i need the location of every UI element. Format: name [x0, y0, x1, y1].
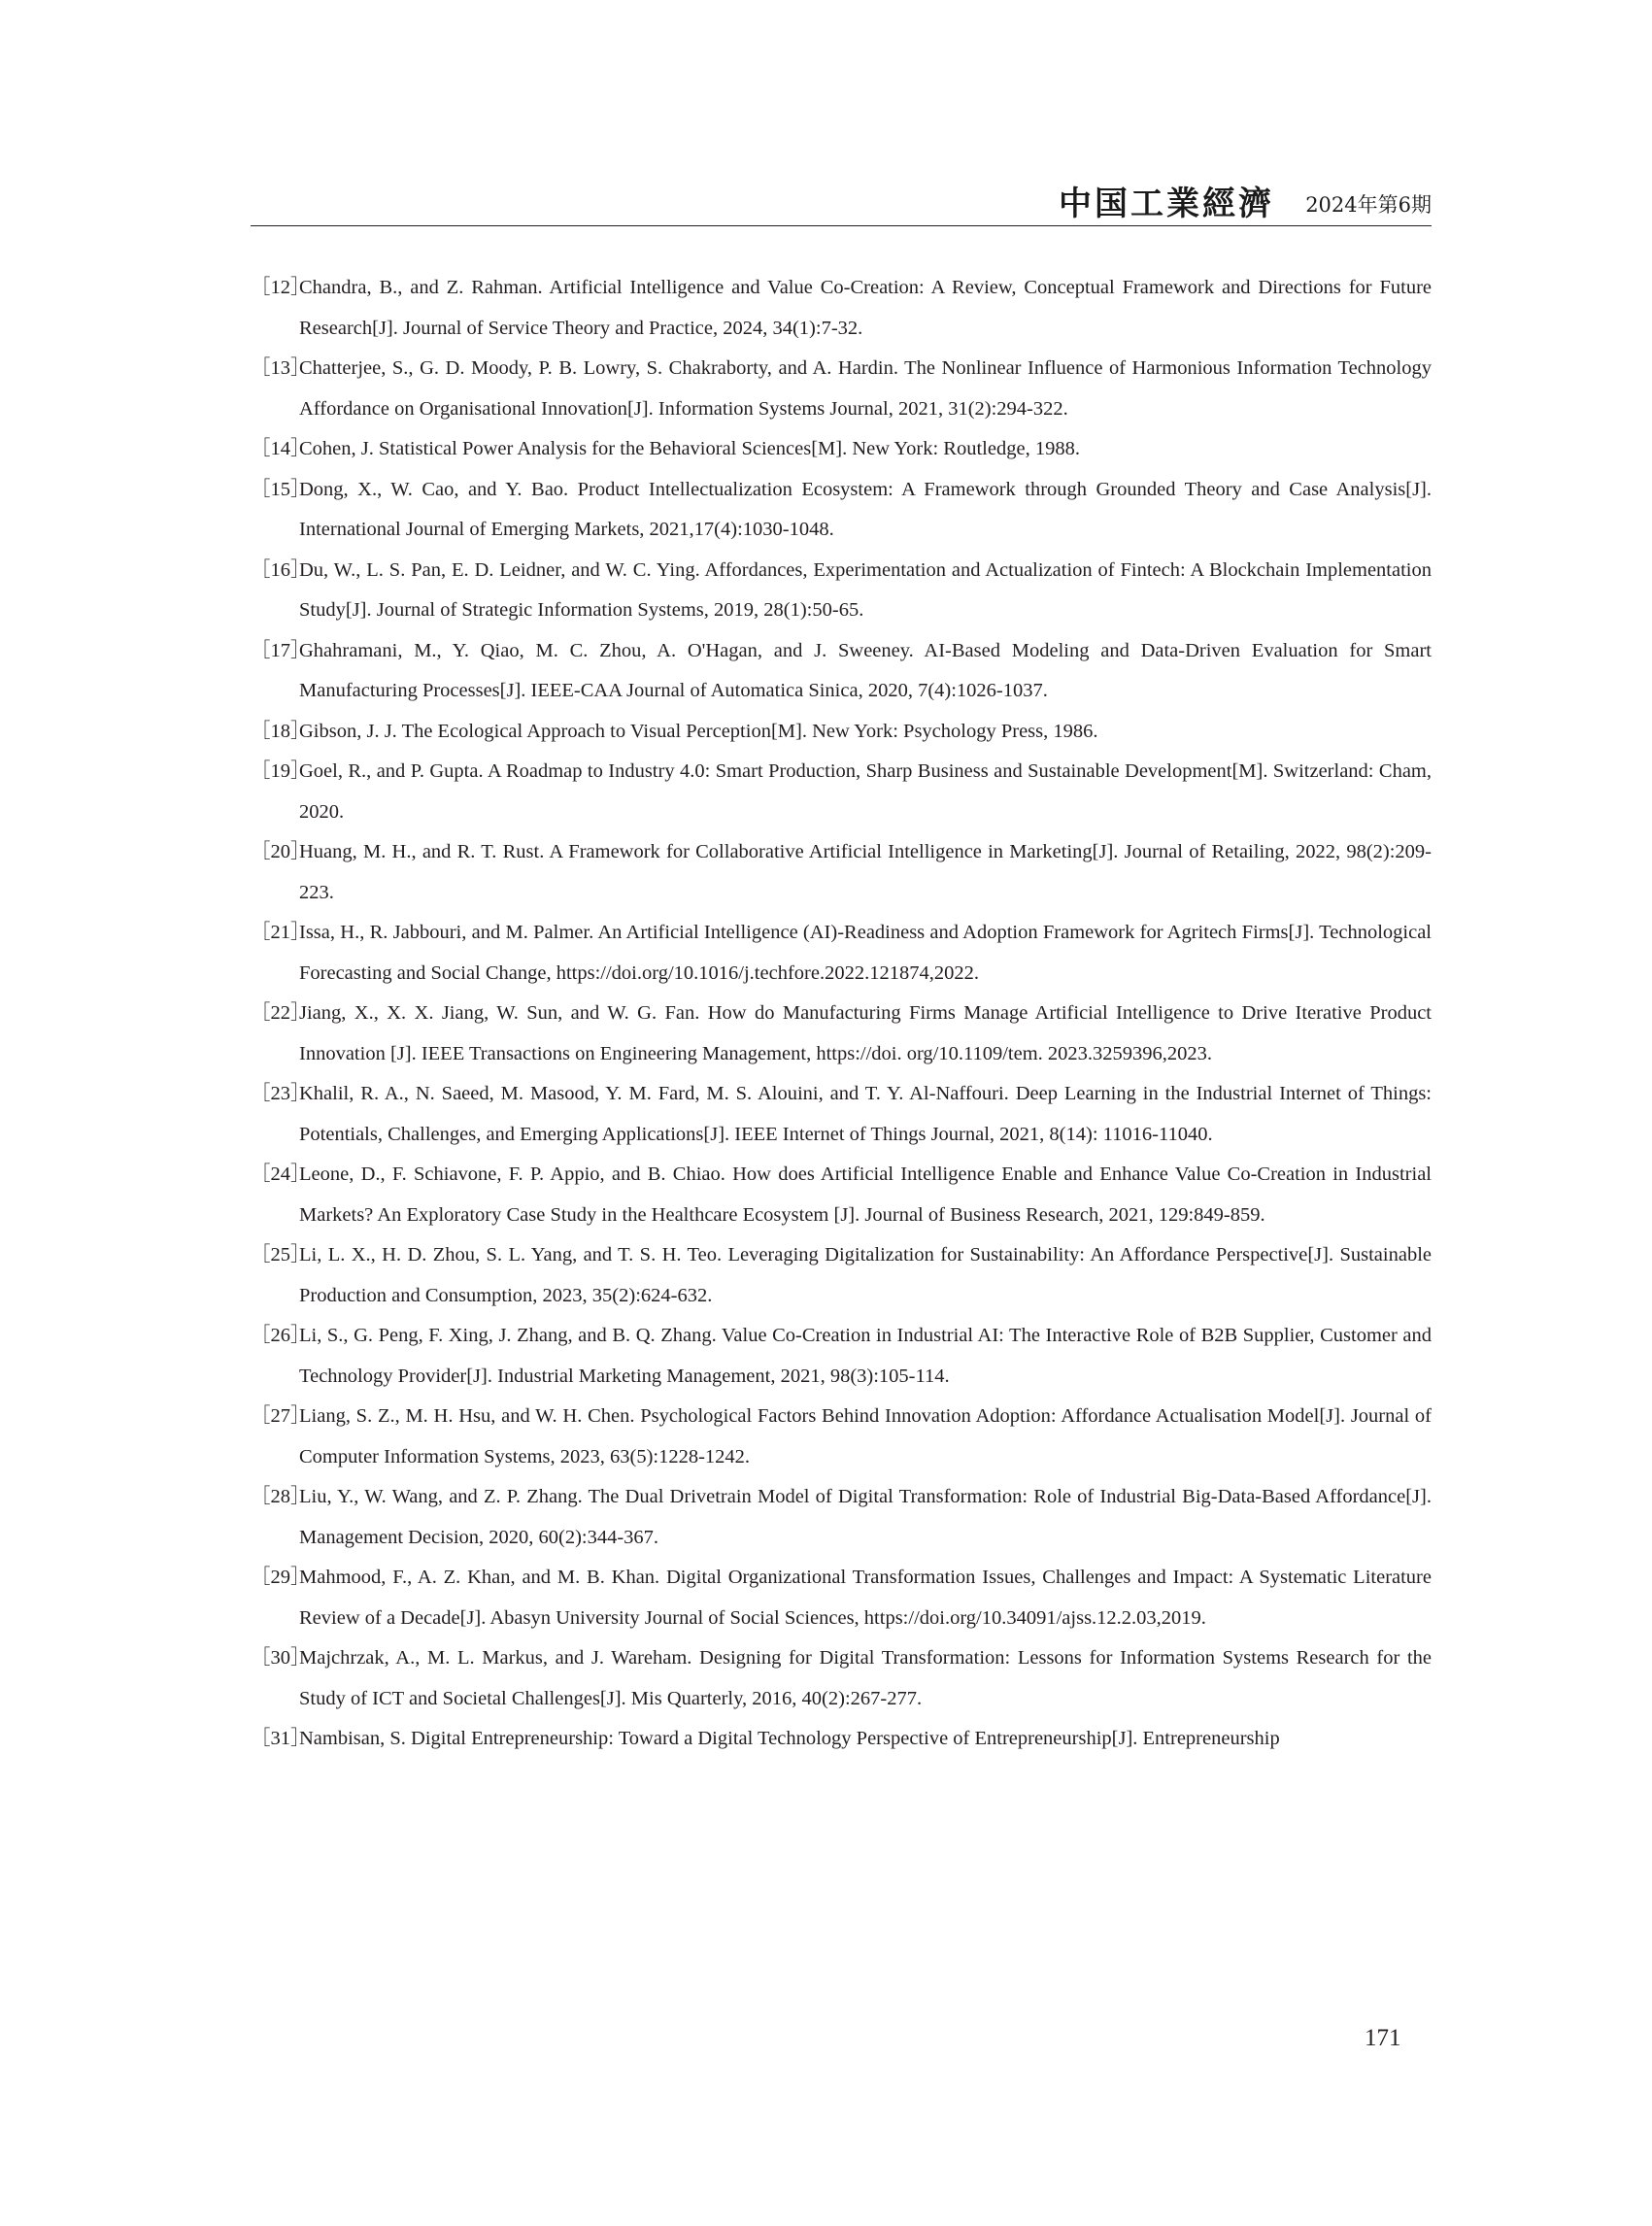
reference-number: ［12］: [251, 277, 311, 298]
reference-item: [251, 832, 1432, 913]
reference-item: [251, 1719, 1432, 1760]
reference-item: [251, 1558, 1432, 1638]
reference-item: [251, 1235, 1432, 1316]
reference-text: Liu, Y., W. Wang, and Z. P. Zhang. The Dual Drivetrain Model of Digital Transformation: Role of Industrial Big-Data-Based Affordance[J]. Management Decision, 2020, 60(2):344-367.: [299, 1486, 1432, 1548]
reference-text: Issa, H., R. Jabbouri, and M. Palmer. An Artificial Intelligence (AI)-Readiness and Adoption Framework for Agritech Firms[J]. Technological Forecasting and Social Change, https://doi.org/10.1016/j.techfore.2022.121874,2022.: [299, 922, 1432, 984]
reference-number: ［26］: [251, 1325, 311, 1346]
reference-number: ［15］: [251, 478, 311, 500]
reference-item: [251, 1074, 1432, 1155]
reference-number: ［22］: [251, 1002, 311, 1024]
reference-item: [251, 470, 1432, 551]
page-header: [251, 183, 1432, 225]
journal-title: 中国工業經濟: [1059, 185, 1274, 223]
reference-text: Cohen, J. Statistical Power Analysis for the Behavioral Sciences[M]. New York: Routledge, 1988.: [299, 438, 1080, 459]
reference-number: ［29］: [251, 1567, 311, 1588]
reference-item: [251, 1638, 1432, 1719]
reference-number: ［18］: [251, 720, 311, 742]
reference-number: ［30］: [251, 1647, 311, 1669]
reference-number: ［16］: [251, 558, 311, 581]
header-divider: [251, 225, 1432, 226]
reference-item: [251, 631, 1432, 712]
reference-number: ［24］: [251, 1164, 311, 1185]
reference-text: Ghahramani, M., Y. Qiao, M. C. Zhou, A. O'Hagan, and J. Sweeney. AI-Based Modeling and Data-Driven Evaluation for Smart Manufacturing Processes[J]. IEEE-CAA Journal of Automatica Sinica, 2020, 7(4):1026-1037.: [299, 639, 1432, 701]
reference-item: [251, 429, 1432, 470]
reference-item: [251, 1477, 1432, 1558]
page-number: 171: [1365, 2025, 1401, 2051]
reference-number: ［28］: [251, 1486, 311, 1507]
reference-text: Liang, S. Z., M. H. Hsu, and W. H. Chen. Psychological Factors Behind Innovation Adoption: Affordance Actualisation Model[J]. Journal of Computer Information Systems, 2023, 63(5):1228-1242.: [299, 1405, 1432, 1467]
reference-text: Chandra, B., and Z. Rahman. Artificial Intelligence and Value Co-Creation: A Review, Conceptual Framework and Directions for Future Research[J]. Journal of Service Theory and Practice, 2024, 34(1):7-32.: [299, 277, 1432, 339]
reference-text: Li, S., G. Peng, F. Xing, J. Zhang, and B. Q. Zhang. Value Co-Creation in Industrial AI: The Interactive Role of B2B Supplier, Customer and Technology Provider[J]. Industrial Marketing Management, 2021, 98(3):105-114.: [299, 1325, 1432, 1387]
reference-text: Chatterjee, S., G. D. Moody, P. B. Lowry, S. Chakraborty, and A. Hardin. The Nonlinear Influence of Harmonious Information Technology Affordance on Organisational Innovation[J]. Information Systems Journal, 2021, 31(2):294-322.: [299, 357, 1432, 420]
reference-item: [251, 913, 1432, 994]
reference-text: Du, W., L. S. Pan, E. D. Leidner, and W. C. Ying. Affordances, Experimentation and Actualization of Fintech: A Blockchain Implementation Study[J]. Journal of Strategic Information Systems, 2019, 28(1):50-65.: [299, 558, 1432, 621]
reference-number: ［14］: [251, 438, 311, 459]
reference-number: ［27］: [251, 1405, 311, 1427]
reference-item: [251, 349, 1432, 429]
reference-item: [251, 1397, 1432, 1477]
reference-text: Goel, R., and P. Gupta. A Roadmap to Industry 4.0: Smart Production, Sharp Business and Sustainable Development[M]. Switzerland: Cham, 2020.: [299, 760, 1432, 823]
reference-text: Jiang, X., X. X. Jiang, W. Sun, and W. G. Fan. How do Manufacturing Firms Manage Artificial Intelligence to Drive Iterative Product Innovation [J]. IEEE Transactions on Engineering Management, https://doi. org/10.1109/tem. 2023.3259396,2023.: [299, 1002, 1432, 1064]
reference-number: ［31］: [251, 1728, 311, 1749]
reference-item: [251, 1155, 1432, 1235]
reference-number: ［13］: [251, 357, 311, 379]
reference-number: ［21］: [251, 922, 311, 943]
reference-item: [251, 752, 1432, 832]
reference-text: Nambisan, S. Digital Entrepreneurship: Toward a Digital Technology Perspective of Entrepreneurship[J]. Entrepreneurship: [299, 1728, 1280, 1749]
reference-item: [251, 551, 1432, 631]
reference-text: Gibson, J. J. The Ecological Approach to Visual Perception[M]. New York: Psychology Press, 1986.: [299, 720, 1098, 742]
reference-item: [251, 1316, 1432, 1397]
reference-text: Mahmood, F., A. Z. Khan, and M. B. Khan. Digital Organizational Transformation Issues, Challenges and Impact: A Systematic Literature Review of a Decade[J]. Abasyn University Journal of Social Sciences, https://doi.org/10.34091/ajss.12.2.03,2019.: [299, 1567, 1432, 1629]
reference-number: ［20］: [251, 841, 311, 862]
reference-text: Leone, D., F. Schiavone, F. P. Appio, and B. Chiao. How does Artificial Intelligence Enable and Enhance Value Co-Creation in Industrial Markets? An Exploratory Case Study in the Healthcare Ecosystem [J]. Journal of Business Research, 2021, 129:849-859.: [299, 1164, 1432, 1226]
reference-text: Li, L. X., H. D. Zhou, S. L. Yang, and T. S. H. Teo. Leveraging Digitalization for Sustainability: An Affordance Perspective[J]. Sustainable Production and Consumption, 2023, 35(2):624-632.: [299, 1244, 1432, 1306]
reference-list: [251, 268, 1432, 1760]
reference-number: ［25］: [251, 1244, 311, 1265]
reference-number: ［17］: [251, 639, 311, 661]
issue-label: 2024年第6期: [1305, 193, 1432, 217]
reference-item: [251, 994, 1432, 1074]
reference-number: ［19］: [251, 760, 311, 782]
reference-text: Dong, X., W. Cao, and Y. Bao. Product Intellectualization Ecosystem: A Framework through Grounded Theory and Case Analysis[J]. International Journal of Emerging Markets, 2021,17(4):1030-1048.: [299, 478, 1432, 540]
reference-number: ［23］: [251, 1083, 311, 1104]
reference-item: [251, 268, 1432, 349]
reference-item: [251, 712, 1432, 753]
reference-text: Khalil, R. A., N. Saeed, M. Masood, Y. M. Fard, M. S. Alouini, and T. Y. Al-Naffouri. Deep Learning in the Industrial Internet of Things: Potentials, Challenges, and Emerging Applications[J]. IEEE Internet of Things Journal, 2021, 8(14): 11016-11040.: [299, 1083, 1432, 1145]
reference-text: Majchrzak, A., M. L. Markus, and J. Wareham. Designing for Digital Transformation: Lessons for Information Systems Research for the Study of ICT and Societal Challenges[J]. Mis Quarterly, 2016, 40(2):267-277.: [299, 1647, 1432, 1709]
reference-text: Huang, M. H., and R. T. Rust. A Framework for Collaborative Artificial Intelligence in Marketing[J]. Journal of Retailing, 2022, 98(2):209-223.: [299, 841, 1432, 903]
